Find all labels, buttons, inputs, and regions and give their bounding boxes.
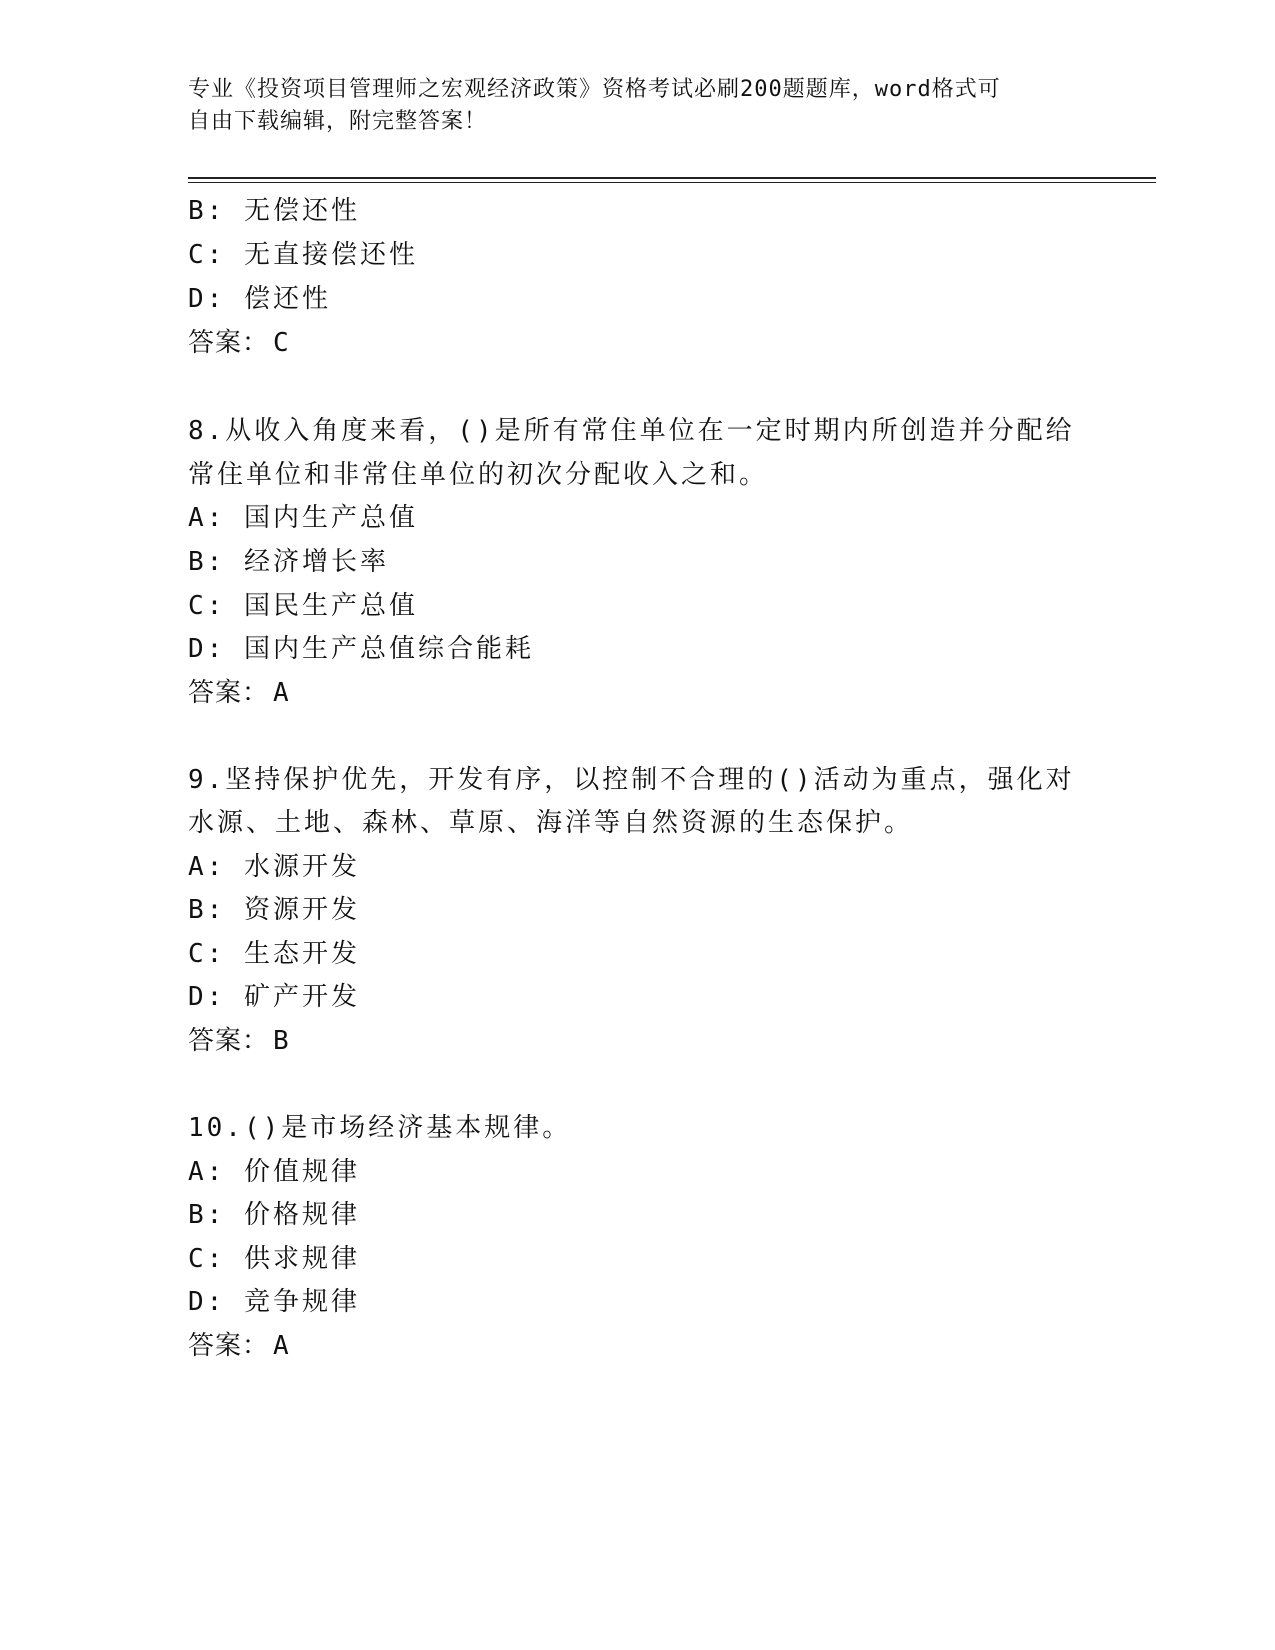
option-d: D: 偿还性	[188, 284, 331, 314]
question-8-option-a: A: 国内生产总值	[188, 503, 418, 533]
question-10-option-a: A: 价值规律	[188, 1157, 360, 1187]
answer-value: A	[273, 678, 289, 708]
document-header	[188, 74, 1068, 138]
question-8-stem-line-1: 8.从收入角度来看，()是所有常住单位在一定时期内所创造并分配给	[188, 416, 1075, 446]
question-9-option-d: D: 矿产开发	[188, 982, 360, 1012]
answer-label: 答案：	[188, 1026, 270, 1056]
question-10-stem: 10.()是市场经济基本规律。	[188, 1113, 572, 1143]
question-8-option-c: C: 国民生产总值	[188, 591, 418, 621]
question-8-option-b: B: 经济增长率	[188, 547, 389, 577]
answer-line	[188, 323, 289, 363]
header-line-2: 自由下载编辑，附完整答案！	[188, 109, 488, 134]
answer-label: 答案：	[188, 678, 270, 708]
answer-label: 答案：	[188, 328, 270, 358]
question-8-answer	[188, 673, 289, 713]
question-10-answer	[188, 1326, 289, 1366]
question-9-option-b: B: 资源开发	[188, 895, 360, 925]
header-divider-bottom	[188, 182, 1156, 183]
answer-value: A	[273, 1331, 289, 1361]
answer-label: 答案：	[188, 1331, 270, 1361]
question-9-option-c: C: 生态开发	[188, 939, 360, 969]
question-8-stem-line-2: 常住单位和非常住单位的初次分配收入之和。	[188, 460, 769, 490]
question-9-answer	[188, 1021, 289, 1061]
question-9-option-a: A: 水源开发	[188, 852, 360, 882]
question-8-option-d: D: 国内生产总值综合能耗	[188, 634, 534, 664]
answer-value: B	[273, 1026, 289, 1056]
option-c: C: 无直接偿还性	[188, 240, 418, 270]
header-line-1: 专业《投资项目管理师之宏观经济政策》资格考试必刷200题题库，word格式可	[188, 77, 1001, 102]
question-9-stem-line-1: 9.坚持保护优先，开发有序，以控制不合理的()活动为重点，强化对	[188, 765, 1075, 795]
question-10-option-b: B: 价格规律	[188, 1200, 360, 1230]
option-b: B: 无偿还性	[188, 196, 360, 226]
question-9-stem-line-2: 水源、土地、森林、草原、海洋等自然资源的生态保护。	[188, 808, 914, 838]
answer-value: C	[273, 328, 289, 358]
question-10-option-c: C: 供求规律	[188, 1244, 360, 1274]
question-10-option-d: D: 竞争规律	[188, 1287, 360, 1317]
header-divider-top	[188, 177, 1156, 179]
